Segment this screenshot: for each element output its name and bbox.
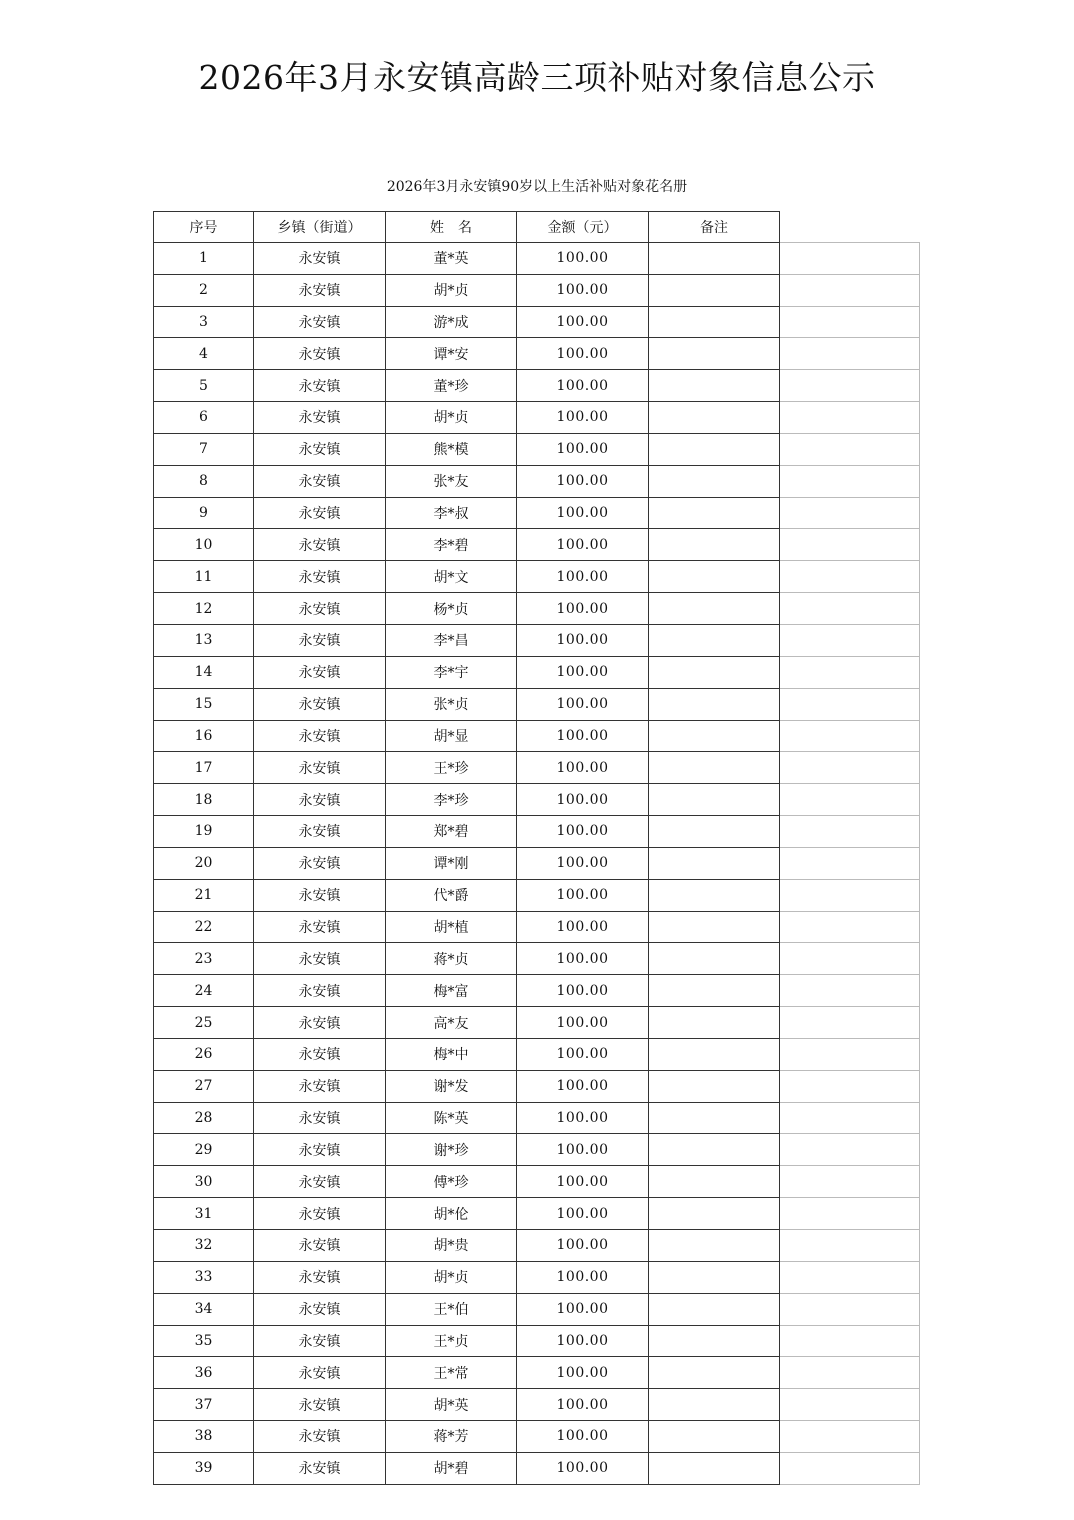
header-serial-number: 序号 [153,211,254,243]
remarks-cell [649,1357,780,1389]
table-row [153,466,920,498]
table-row [153,275,920,307]
extra-grid-cell [780,529,920,561]
amount-cell: 100.00 [517,1421,649,1453]
extra-grid-cell [780,848,920,880]
extra-grid-cell [780,752,920,784]
name-cell: 蒋*芳 [386,1421,517,1453]
serial-number-cell: 24 [153,975,254,1007]
name-cell: 李*昌 [386,625,517,657]
township-cell: 永安镇 [254,529,386,561]
name-cell: 胡*贞 [386,402,517,434]
page-title: 2026年3月永安镇高龄三项补贴对象信息公示 [198,58,876,97]
township-cell: 永安镇 [254,402,386,434]
table-row [153,307,920,339]
name-cell: 胡*贵 [386,1230,517,1262]
remarks-cell [649,848,780,880]
name-cell: 李*叔 [386,498,517,530]
township-cell: 永安镇 [254,1421,386,1453]
amount-cell: 100.00 [517,912,649,944]
amount-cell: 100.00 [517,1166,649,1198]
township-cell: 永安镇 [254,1294,386,1326]
amount-cell: 100.00 [517,625,649,657]
extra-grid-cell [780,1389,920,1421]
table-row [153,529,920,561]
extra-grid-cell [780,561,920,593]
remarks-cell [649,498,780,530]
township-cell: 永安镇 [254,1326,386,1358]
name-cell: 郑*碧 [386,816,517,848]
remarks-cell [649,434,780,466]
remarks-cell [649,784,780,816]
name-cell: 王*贞 [386,1326,517,1358]
extra-grid-cell [780,275,920,307]
remarks-cell [649,943,780,975]
serial-number-cell: 29 [153,1134,254,1166]
name-cell: 梅*富 [386,975,517,1007]
township-cell: 永安镇 [254,752,386,784]
extra-grid-cell [780,975,920,1007]
remarks-cell [649,657,780,689]
township-cell: 永安镇 [254,434,386,466]
name-cell: 胡*伦 [386,1198,517,1230]
table-row [153,561,920,593]
table-row [153,498,920,530]
serial-number-cell: 11 [153,561,254,593]
extra-grid-cell [780,1134,920,1166]
amount-cell: 100.00 [517,784,649,816]
serial-number-cell: 1 [153,243,254,275]
amount-cell: 100.00 [517,402,649,434]
extra-grid-cell [780,689,920,721]
remarks-cell [649,880,780,912]
extra-grid-cell [780,1262,920,1294]
table-row [153,1453,920,1485]
remarks-cell [649,275,780,307]
name-cell: 谢*发 [386,1071,517,1103]
serial-number-cell: 36 [153,1357,254,1389]
extra-grid-column [780,211,920,243]
amount-cell: 100.00 [517,657,649,689]
table-row [153,338,920,370]
name-cell: 王*伯 [386,1294,517,1326]
table-row [153,880,920,912]
extra-grid-cell [780,402,920,434]
township-cell: 永安镇 [254,1453,386,1485]
extra-grid-cell [780,912,920,944]
remarks-cell [649,625,780,657]
serial-number-cell: 5 [153,370,254,402]
amount-cell: 100.00 [517,466,649,498]
township-cell: 永安镇 [254,1262,386,1294]
township-cell: 永安镇 [254,1103,386,1135]
table-row [153,434,920,466]
serial-number-cell: 28 [153,1103,254,1135]
table-row [153,848,920,880]
township-cell: 永安镇 [254,593,386,625]
table-row [153,1294,920,1326]
extra-grid-cell [780,1166,920,1198]
serial-number-cell: 20 [153,848,254,880]
name-cell: 李*宇 [386,657,517,689]
amount-cell: 100.00 [517,529,649,561]
township-cell: 永安镇 [254,561,386,593]
extra-grid-cell [780,657,920,689]
remarks-cell [649,1326,780,1358]
serial-number-cell: 37 [153,1389,254,1421]
serial-number-cell: 39 [153,1453,254,1485]
remarks-cell [649,466,780,498]
header-remarks: 备注 [649,211,780,243]
name-cell: 谭*刚 [386,848,517,880]
name-cell: 张*贞 [386,689,517,721]
township-cell: 永安镇 [254,689,386,721]
amount-cell: 100.00 [517,593,649,625]
name-cell: 游*成 [386,307,517,339]
table-row [153,370,920,402]
table-row [153,721,920,753]
table-row [153,1389,920,1421]
township-cell: 永安镇 [254,338,386,370]
table-row [153,1326,920,1358]
remarks-cell [649,975,780,1007]
extra-grid-cell [780,1326,920,1358]
amount-cell: 100.00 [517,1230,649,1262]
remarks-cell [649,1166,780,1198]
remarks-cell [649,561,780,593]
amount-cell: 100.00 [517,975,649,1007]
extra-grid-cell [780,593,920,625]
township-cell: 永安镇 [254,1198,386,1230]
extra-grid-cell [780,1230,920,1262]
extra-grid-cell [780,880,920,912]
amount-cell: 100.00 [517,1103,649,1135]
amount-cell: 100.00 [517,721,649,753]
serial-number-cell: 27 [153,1071,254,1103]
township-cell: 永安镇 [254,466,386,498]
extra-grid-cell [780,1357,920,1389]
remarks-cell [649,1453,780,1485]
serial-number-cell: 35 [153,1326,254,1358]
serial-number-cell: 8 [153,466,254,498]
amount-cell: 100.00 [517,943,649,975]
amount-cell: 100.00 [517,816,649,848]
amount-cell: 100.00 [517,1389,649,1421]
extra-grid-cell [780,816,920,848]
remarks-cell [649,1103,780,1135]
extra-grid-cell [780,498,920,530]
table-row [153,975,920,1007]
table-row [153,1071,920,1103]
name-cell: 王*常 [386,1357,517,1389]
amount-cell: 100.00 [517,689,649,721]
remarks-cell [649,1389,780,1421]
township-cell: 永安镇 [254,848,386,880]
extra-grid-cell [780,1294,920,1326]
table-body [153,243,920,1485]
roster-subtitle: 2026年3月永安镇90岁以上生活补贴对象花名册 [386,179,688,195]
subsidy-roster-table [153,211,920,1485]
remarks-cell [649,1134,780,1166]
township-cell: 永安镇 [254,912,386,944]
header-name: 姓 名 [386,211,517,243]
township-cell: 永安镇 [254,784,386,816]
serial-number-cell: 16 [153,721,254,753]
amount-cell: 100.00 [517,1453,649,1485]
amount-cell: 100.00 [517,1039,649,1071]
township-cell: 永安镇 [254,1071,386,1103]
name-cell: 胡*英 [386,1389,517,1421]
name-cell: 王*珍 [386,752,517,784]
table-row [153,1103,920,1135]
amount-cell: 100.00 [517,561,649,593]
remarks-cell [649,1198,780,1230]
table-row [153,1262,920,1294]
extra-grid-cell [780,1453,920,1485]
amount-cell: 100.00 [517,880,649,912]
township-cell: 永安镇 [254,307,386,339]
township-cell: 永安镇 [254,880,386,912]
name-cell: 梅*中 [386,1039,517,1071]
table-row [153,689,920,721]
remarks-cell [649,402,780,434]
remarks-cell [649,1262,780,1294]
amount-cell: 100.00 [517,1007,649,1039]
serial-number-cell: 10 [153,529,254,561]
remarks-cell [649,243,780,275]
table-row [153,1166,920,1198]
name-cell: 谭*安 [386,338,517,370]
name-cell: 傅*珍 [386,1166,517,1198]
name-cell: 张*友 [386,466,517,498]
township-cell: 永安镇 [254,1007,386,1039]
township-cell: 永安镇 [254,1389,386,1421]
name-cell: 董*珍 [386,370,517,402]
name-cell: 董*英 [386,243,517,275]
table-row [153,243,920,275]
serial-number-cell: 3 [153,307,254,339]
amount-cell: 100.00 [517,848,649,880]
table-row [153,657,920,689]
extra-grid-cell [780,943,920,975]
amount-cell: 100.00 [517,370,649,402]
township-cell: 永安镇 [254,625,386,657]
remarks-cell [649,1294,780,1326]
extra-grid-cell [780,338,920,370]
amount-cell: 100.00 [517,434,649,466]
remarks-cell [649,593,780,625]
name-cell: 胡*植 [386,912,517,944]
amount-cell: 100.00 [517,1198,649,1230]
table-row [153,784,920,816]
serial-number-cell: 15 [153,689,254,721]
serial-number-cell: 2 [153,275,254,307]
remarks-cell [649,307,780,339]
amount-cell: 100.00 [517,338,649,370]
serial-number-cell: 13 [153,625,254,657]
remarks-cell [649,338,780,370]
serial-number-cell: 26 [153,1039,254,1071]
serial-number-cell: 23 [153,943,254,975]
remarks-cell [649,816,780,848]
extra-grid-cell [780,1103,920,1135]
table-row [153,816,920,848]
township-cell: 永安镇 [254,1230,386,1262]
township-cell: 永安镇 [254,1357,386,1389]
extra-grid-cell [780,1421,920,1453]
table-row [153,1421,920,1453]
serial-number-cell: 18 [153,784,254,816]
amount-cell: 100.00 [517,1134,649,1166]
township-cell: 永安镇 [254,243,386,275]
name-cell: 胡*显 [386,721,517,753]
table-row [153,912,920,944]
serial-number-cell: 21 [153,880,254,912]
name-cell: 李*珍 [386,784,517,816]
amount-cell: 100.00 [517,243,649,275]
township-cell: 永安镇 [254,975,386,1007]
table-row [153,625,920,657]
name-cell: 陈*英 [386,1103,517,1135]
serial-number-cell: 12 [153,593,254,625]
name-cell: 李*碧 [386,529,517,561]
amount-cell: 100.00 [517,1071,649,1103]
extra-grid-cell [780,625,920,657]
header-amount: 金额（元） [517,211,649,243]
amount-cell: 100.00 [517,498,649,530]
table-row [153,593,920,625]
serial-number-cell: 14 [153,657,254,689]
name-cell: 高*友 [386,1007,517,1039]
serial-number-cell: 30 [153,1166,254,1198]
serial-number-cell: 25 [153,1007,254,1039]
serial-number-cell: 33 [153,1262,254,1294]
amount-cell: 100.00 [517,1294,649,1326]
amount-cell: 100.00 [517,275,649,307]
extra-grid-cell [780,434,920,466]
township-cell: 永安镇 [254,498,386,530]
serial-number-cell: 31 [153,1198,254,1230]
serial-number-cell: 7 [153,434,254,466]
name-cell: 胡*碧 [386,1453,517,1485]
extra-grid-cell [780,1039,920,1071]
amount-cell: 100.00 [517,752,649,784]
serial-number-cell: 19 [153,816,254,848]
remarks-cell [649,370,780,402]
table-row [153,1039,920,1071]
table-row [153,752,920,784]
extra-grid-cell [780,243,920,275]
township-cell: 永安镇 [254,1166,386,1198]
table-row [153,1230,920,1262]
township-cell: 永安镇 [254,721,386,753]
name-cell: 胡*贞 [386,1262,517,1294]
table-row [153,943,920,975]
township-cell: 永安镇 [254,1039,386,1071]
remarks-cell [649,1071,780,1103]
township-cell: 永安镇 [254,1134,386,1166]
extra-grid-cell [780,784,920,816]
amount-cell: 100.00 [517,1326,649,1358]
name-cell: 代*爵 [386,880,517,912]
serial-number-cell: 32 [153,1230,254,1262]
remarks-cell [649,1230,780,1262]
table-row [153,1007,920,1039]
serial-number-cell: 9 [153,498,254,530]
remarks-cell [649,1039,780,1071]
serial-number-cell: 34 [153,1294,254,1326]
township-cell: 永安镇 [254,943,386,975]
extra-grid-cell [780,1071,920,1103]
extra-grid-cell [780,307,920,339]
table-row [153,402,920,434]
extra-grid-cell [780,1007,920,1039]
township-cell: 永安镇 [254,275,386,307]
township-cell: 永安镇 [254,657,386,689]
serial-number-cell: 4 [153,338,254,370]
remarks-cell [649,721,780,753]
remarks-cell [649,689,780,721]
amount-cell: 100.00 [517,307,649,339]
serial-number-cell: 22 [153,912,254,944]
name-cell: 杨*贞 [386,593,517,625]
amount-cell: 100.00 [517,1262,649,1294]
remarks-cell [649,752,780,784]
township-cell: 永安镇 [254,816,386,848]
extra-grid-cell [780,721,920,753]
serial-number-cell: 6 [153,402,254,434]
amount-cell: 100.00 [517,1357,649,1389]
header-township: 乡镇（街道） [254,211,386,243]
extra-grid-cell [780,466,920,498]
serial-number-cell: 38 [153,1421,254,1453]
table-row [153,1198,920,1230]
table-row [153,1357,920,1389]
extra-grid-cell [780,370,920,402]
name-cell: 胡*贞 [386,275,517,307]
township-cell: 永安镇 [254,370,386,402]
extra-grid-cell [780,1198,920,1230]
table-header-row [153,211,920,243]
table-row [153,1134,920,1166]
name-cell: 蒋*贞 [386,943,517,975]
name-cell: 熊*模 [386,434,517,466]
remarks-cell [649,529,780,561]
name-cell: 胡*文 [386,561,517,593]
remarks-cell [649,1421,780,1453]
remarks-cell [649,912,780,944]
name-cell: 谢*珍 [386,1134,517,1166]
serial-number-cell: 17 [153,752,254,784]
remarks-cell [649,1007,780,1039]
